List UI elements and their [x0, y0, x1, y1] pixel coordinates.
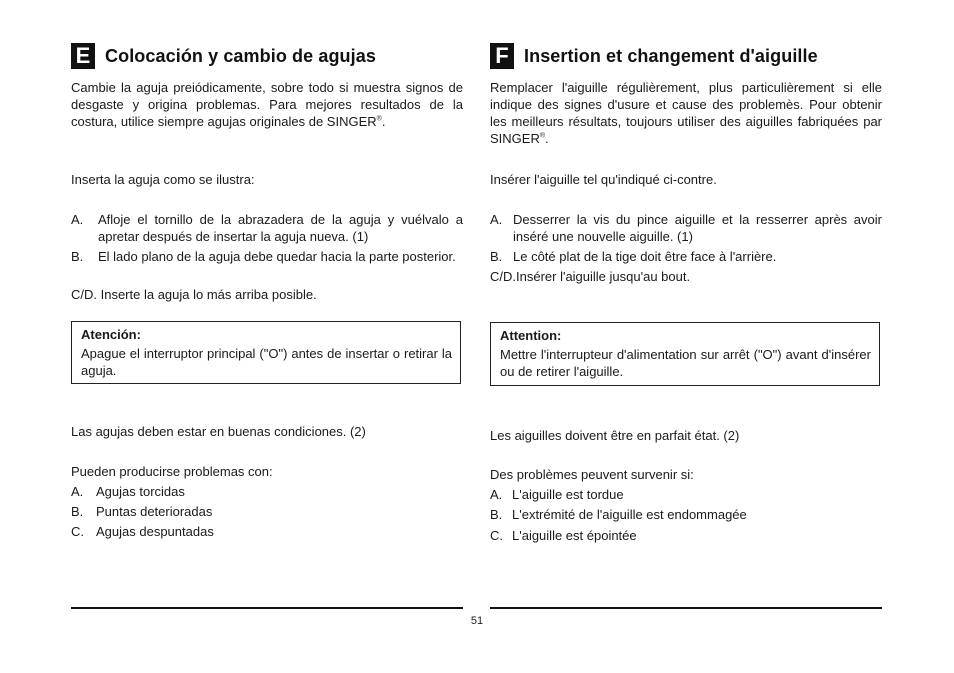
- problem-a-es: A. Agujas torcidas: [71, 484, 185, 499]
- condition-line-es: Las agujas deben estar en buenas condiciones. (2): [71, 424, 366, 439]
- problem-a-fr: A. L'aiguille est tordue: [490, 487, 624, 502]
- step-b-fr: B. Le côté plat de la tige doit être face à l'arrière.: [490, 249, 777, 264]
- page-number: 51: [470, 615, 484, 627]
- problems-intro-fr: Des problèmes peuvent survenir si:: [490, 467, 694, 482]
- problem-b-fr: B. L'extrémité de l'aiguille est endommagée: [490, 507, 747, 522]
- problem-c-fr: C. L'aiguille est épointée: [490, 528, 637, 543]
- warning-title-es: Atención:: [81, 327, 141, 342]
- footer-rule-left: [71, 607, 463, 609]
- step-a-es: A. Afloje el tornillo de la abrazadera de la aguja y vuélvalo a apretar después de insertar la aguja nueva. (1): [71, 212, 463, 244]
- registered-mark-fr: ®: [539, 132, 546, 140]
- problem-b-es: B. Puntas deterioradas: [71, 504, 213, 519]
- warning-box-fr: [490, 322, 880, 386]
- warning-text-es: Apague el interruptor principal ("O") antes de insertar o retirar la aguja.: [81, 346, 452, 378]
- section-heading-es: [71, 42, 376, 70]
- problem-c-es: C. Agujas despuntadas: [71, 524, 214, 539]
- language-badge-es: E: [71, 43, 95, 69]
- section-heading-fr: [490, 42, 818, 70]
- footer-rule-right: [490, 607, 882, 609]
- insert-instruction-es: Inserta la aguja como se ilustra:: [71, 172, 255, 187]
- step-cd-es: C/D. Inserte la aguja lo más arriba posible.: [71, 287, 317, 302]
- language-badge-fr: F: [490, 43, 514, 69]
- step-b-es: B. El lado plano de la aguja debe quedar hacia la parte posterior.: [71, 249, 456, 264]
- intro-paragraph-fr: Remplacer l'aiguille régulièrement, plus particulièrement si elle indique des signes d'usure et cause des problemès. Pour obtenir les meilleurs résultats, toujours utiliser des aiguilles fabriquées par SINGER®.: [490, 80, 882, 146]
- condition-line-fr: Les aiguilles doivent être en parfait état. (2): [490, 428, 740, 443]
- registered-mark-es: ®: [376, 115, 382, 123]
- intro-paragraph-es: Cambie la aguja preiódicamente, sobre todo si muestra signos de desgaste y origina problemas. Para mejores resultados de la costura, utilice siempre agujas originales de SINGER®.: [71, 80, 463, 129]
- warning-title-fr: Attention:: [500, 328, 562, 343]
- step-cd-fr: C/D.Insérer l'aiguille jusqu'au bout.: [490, 269, 691, 284]
- step-a-fr: A. Desserrer la vis du pince aiguille et la resserrer après avoir inséré une nouvelle aiguille. (1): [490, 212, 882, 244]
- section-title-es: Colocación y cambio de agujas: [105, 45, 376, 66]
- insert-instruction-fr: Insérer l'aiguille tel qu'indiqué ci-contre.: [490, 172, 717, 187]
- section-title-fr: Insertion et changement d'aiguille: [524, 45, 818, 66]
- warning-text-fr: Mettre l'interrupteur d'alimentation sur arrêt ("O") avant d'insérer ou de retirer l'aiguille.: [500, 347, 871, 379]
- problems-intro-es: Pueden producirse problemas con:: [71, 464, 273, 479]
- warning-box-es: [71, 321, 461, 384]
